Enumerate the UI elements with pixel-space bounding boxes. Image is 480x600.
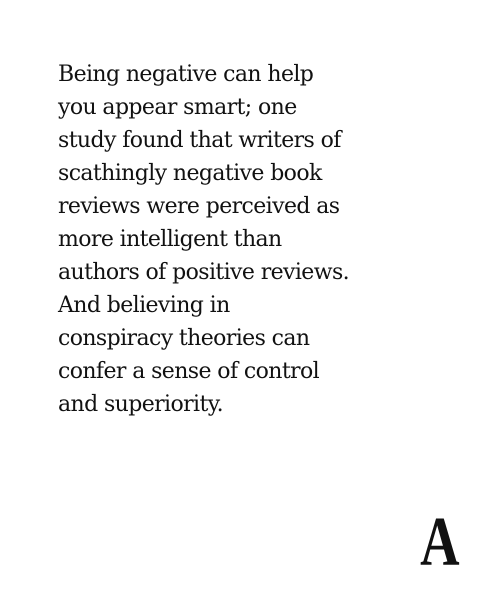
quote-line: you appear smart; one xyxy=(58,95,297,120)
quote-text xyxy=(58,58,458,421)
quote-line: study found that writers of xyxy=(58,128,341,153)
quote-line: and superiority. xyxy=(58,392,224,417)
quote-line: Being negative can help xyxy=(58,62,314,87)
quote-line: confer a sense of control xyxy=(58,359,320,384)
quote-line: And believing in xyxy=(58,293,230,318)
quote-line: reviews were perceived as xyxy=(58,194,340,219)
brand-logo: A xyxy=(420,504,460,581)
quote-line: authors of positive reviews. xyxy=(58,260,350,285)
quote-line: conspiracy theories can xyxy=(58,326,310,351)
quote-line: scathingly negative book xyxy=(58,161,322,186)
quote-line: more intelligent than xyxy=(58,227,282,252)
